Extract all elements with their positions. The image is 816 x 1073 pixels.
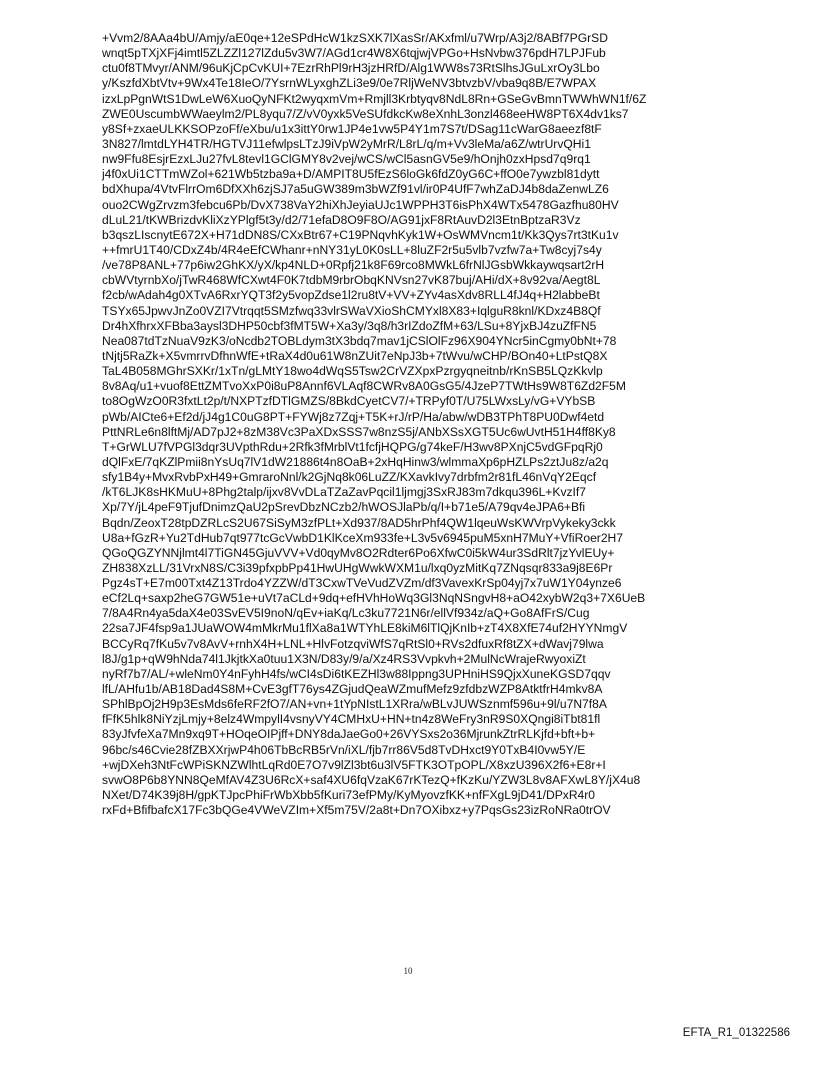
text-line: NXet/D74K39j8H/gpKTJpcPhiFrWbXbb5fKuri73efPMy/KyMyovzfKK+nfFXgL9jD41/DPxR4r0	[102, 788, 596, 803]
text-line: y8Sf+zxaeULKKSOPzoFf/eXbu/u1x3ittY0rw1JP4e1vw5P4Y1m7S7t/DSag11cWarG8aeezf8tF	[102, 121, 602, 136]
text-line: 8v8Aq/u1+vuof8EttZMTvoXxP0i8uP8Annf6VLAqf8CWRv8A0GsG5/4JzeP7TWtHs9W8T6Zd2F5M	[102, 379, 626, 394]
text-line: 96bc/s46Cvie28fZBXXrjwP4h06TbBcRB5rVn/iXL/fjb7rr86V5d8TvDHxct9Y0TxB4I0vw5Y/E	[102, 742, 586, 757]
text-line: 3N827/lmtdLYH4TR/HGTVJ11efwlpsLTzJ9iVpW2yMrR/L8rL/q/m+Vv3leMa/a6Z/wtrUrvQHi1	[102, 136, 591, 151]
text-line: cbWVtyrnbXo/jTwR468WfCXwt4F0K7tdbM9rbrObqKNVsn27vK87buj/AHi/dX+8v92va/Aegt8L	[102, 273, 601, 288]
text-line: BCCyRq7fKu5v7v8AvV+rnhX4H+LNL+HlvFotzqviWfS7qRtSl0+RVs2dfuxRf8tZX+dWavj79lwa	[102, 636, 604, 651]
text-line: eCf2Lq+saxp2heG7GW51e+uVt7aCLd+9dq+efHVhHoWq3Gl3NqNSngvH8+aO42xybW2q3+7X6UeB	[102, 591, 646, 606]
text-line: tNjtj5RaZk+X5vmrrvDfhnWfE+tRaX4d0u61W8nZUit7eNpJ3b+7tWvu/wCHP/BOn40+LtPstQ8X	[102, 348, 608, 363]
text-line: nw9Ffu8EsjrEzxLJu27fvL8tevl1GClGMY8v2vej/wCS/wCl5asnGV5e9/hOnjh0zxHpsd7q9rq1	[102, 152, 591, 167]
text-line: nyRf7b7/AL/+wleNm0Y4nFyhH4fs/wCI4sDi6tKEZHl3w88Ippng3UPHniHS9QjxXuneKGSD7qqv	[102, 666, 611, 681]
text-line: Pgz4sT+E7m00Txt4Z13Trdo4YZZW/dT3CxwTVeVudZVZm/df3VavexKrSp04yj7x7uW1Y04ynze6	[102, 576, 622, 591]
text-line: 22sa7JF4fsp9a1JUaWOW4mMkrMu1flXa8a1WTYhLE8kiM6lTlQjKnIb+zT4X8XfE74uf2HYYNmgV	[102, 621, 628, 636]
text-line: lfL/AHfu1b/AB18Dad4S8M+CvE3gfT76ys4ZGjudQeaWZmufMefz9zfdbzWZP8AtktfrH4mkv8A	[102, 682, 603, 697]
text-line: 83yJfvfeXa7Mn9xq9T+HOqeOIPjff+DNY8daJaeGo0+26VYSxs2o36MjrunkZtrRLKjfd+bft+b+	[102, 727, 596, 742]
text-line: ++fmrU1T40/CDxZ4b/4R4eEfCWhanr+nNY31yL0K0sLL+8luZF2r5u5vlb7vzfw7a+Tw8cyj7s4y	[102, 242, 602, 257]
text-line: +Vvm2/8AAa4bU/Amjy/aE0qe+12eSPdHcW1kzSXK7lXasSr/AKxfml/u7Wrp/A3j2/8ABf7PGrSD	[102, 31, 608, 45]
text-line: l8J/g1p+qW9hNda74l1JkjtkXa0tuu1X3N/D83y/9/a/Xz4RS3Vvpkvh+2MulNcWrajeRwyoxiZt	[102, 651, 586, 666]
text-line: ZH838XzLL/31VrxN8S/C3i39pfxpbPp41HwUHgWwkWXM1u/lxq0yzMitKq7ZNqsqr833a9j8E6Pr	[102, 560, 613, 575]
text-line: j4f0xUi1CTTmWZol+621Wb5tzba9a+D/AMPIT8U5fEzS6loGk6fdZ0yG6C+ffO0e7ywzbl81dytt	[102, 167, 600, 182]
text-line: PttNRLe6n8lftMj/AD7pJ2+8zM38Vc3PaXDxSSS7w8nzS5j/ANbXSsXGT5Uc6wUvtH51H4ff8Ky8	[102, 424, 616, 439]
text-line: Xp/7Y/jL4peF9TjufDnimzQaU2pSrevDbzNCzb2/hWOSJlaPb/q/I+b71e5/A79qv4eJPA6+Bfi	[102, 500, 586, 515]
text-line: wnqt5pTXjXFj4imtl5ZLZZl127lZdu5v3W7/AGd1cr4W8X6tqjwjVPGo+HsNvbw376pdH7LPJFub	[102, 46, 606, 61]
page-number: 10	[403, 966, 413, 976]
text-line: /kT6LJK8sHKMuU+8Phg2talp/ijxv8VvDLaTZaZavPqcil1ljmgj3SxRJ83m7dkqu396L+KvzIf7	[102, 485, 586, 500]
text-line: to8OgWzO0R3fxtLt2p/t/NXPTzfDTlGMZS/8BkdCyetCV7/+TRPyf0T/U75LWxsLy/vG+VYbSB	[102, 394, 596, 409]
text-line: U8a+fGzR+Yu2TdHub7qt977tcGcVwbD1KlKceXm933fe+L3v5v6945puM5xnH7MuY+VfiRoer2H7	[102, 530, 624, 545]
text-line: b3qszLIscnytE672X+H71dDN8S/CXxBtr67+C19PNqvhKyk1W+OsWMVncm1t/Kk3Qys7rt3tKu1v	[102, 227, 619, 242]
text-line: rxFd+BfifbafcX17Fc3bQGe4VWeVZIm+Xf5m75V/2a8t+Dn7OXibxz+y7PqsGs23izRoNRa0trOV	[102, 803, 611, 818]
text-line: SPhlBpOj2H9p3EsMds6feRF2fO7/AN+vn+1tYpNIstL1XRra/wBLvJUWSznmf596u+9l/u7N7f8A	[102, 697, 607, 712]
text-line: TaL4B058MGhrSXKr/1xTn/gLMtY18wo4dWqS5Tsw2CrVZXpxPzrgyqneitnb/rKnSB5LQzKkvlp	[102, 364, 603, 379]
text-line: ctu0f8TMvyr/ANM/96uKjCpCvKUI+7EzrRhPl9rH3jzHRfD/Alg1WW8s73RtSlhsJGuLxrOy3Lbo	[102, 61, 600, 76]
document-id-stamp: EFTA_R1_01322586	[682, 1027, 790, 1039]
text-line: fFfK5hlk8NiYzjLmjy+8elz4WmpylI4vsnyVY4CMHxU+HN+tn4z8WeFry3nR9S0XQngi8iTbt81fl	[102, 712, 601, 727]
text-line: ouo2CWgZrvzm3febcu6Pb/DvX738VaY2hiXhJeyiaUJc1WPPH3T6isPhX4WTx5478Gazfhu80HV	[102, 197, 619, 212]
text-line: svwO8P6b8YNN8QeMfAV4Z3U6RcX+saf4XU6fqVzaK67rKTezQ+fKzKu/YZW3L8v8AFXwL8Y/jX4u8	[102, 772, 641, 787]
text-line: pWb/AICte6+Ef2d/jJ4g1C0uG8PT+FYWj8z7Zqj+T5K+rJ/rP/Ha/abw/wDB3TPhT8PU0Dwf4etd	[102, 409, 605, 424]
text-line: 7/8A4Rn4ya5daX4e03SvEV5I9noN/qEv+iaKq/Lc3ku7721N6r/ellVf934z/aQ+Go8AfFrS/Cug	[102, 606, 590, 621]
encoded-text-block	[102, 31, 802, 818]
text-line: TSYx65JpwvJnZo0VZI7Vtrqqt5SMzfwq33vlrSWaVXioShCMYxl8X83+IqlguR8knl/KDxz4B8Qf	[102, 303, 601, 318]
text-line: f2cb/wAdah4g0XTvA6RxrYQT3f2y5vopZdse1l2ru8tV+VV+ZYv4asXdv8RLL4fJ4q+H2labbeBt	[102, 288, 600, 303]
text-line: dQlFxE/7qKZlPmii8nYsUq7lV1dW21886t4n8OaB+2xHqHinw3/wlmmaXp6pHZLPs2ztJu8z/a2q	[102, 454, 609, 469]
text-line: Nea087tdTzNuaV9zK3/oNcdb2TOBLdym3tX3bdq7mav1jCSlOlFz96X904YNcr5inCgmy0bNt+78	[102, 333, 617, 348]
text-line: T+GrWLU7fVPGl3dqr3UVpthRdu+2Rfk3fMrblVt1fcfjHQPG/g74keF/H3wv8PXnjC5vdGFpqRj0	[102, 439, 603, 454]
text-line: sfy1B4y+MvxRvbPxH49+GmraroNnl/k2GjNq8k06LuZZ/KXavkIvy7drbfm2r81fL46nVqY2Eqcf	[102, 470, 597, 485]
text-line: izxLpPgnWtS1DwLeW6XuoQyNFKt2wyqxmVm+Rmjll3Krbtyqv8NdL8Rn+GSeGvBmnTWWhWN1f/6Z	[102, 91, 647, 106]
text-line: /ve78P8ANL+77p6iw2GhKX/yX/kp4NLD+0Rpfj21k8F69rco8MWkL6frNlJGsbWkkaywqsart2rH	[102, 258, 605, 273]
text-line: Bqdn/ZeoxT28tpDZRLcS2U67SiSyM3zfPLt+Xd937/8AD5hrPhf4QW1lqeuWsKWVrpVykeky3ckk	[102, 515, 616, 530]
text-line: dLuL21/tKWBrizdvKliXzYPlgf5t3y/d2/71efaD8O9F8O/AG91jxF8RtAuvD2l3EtnBptzaR3Vz	[102, 212, 581, 227]
text-line: y/KszfdXbtVtv+9Wx4Te18IeO/7YsrnWLyxghZLi3e9/0e7RljWeNV3btvzbV/vba9q8B/E7WPAX	[102, 76, 597, 91]
text-line: +wjDXeh3NtFcWPiSKNZWlhtLqRd0E7O7v9lZl3bt6u3lV5FTK3OTpOPL/X8xzU396X2f6+E8r+I	[102, 757, 606, 772]
text-line: bdXhupa/4VtvFlrrOm6DfXXh6zjSJ7a5uGW389m3bWZf91vl/ir0P4UfF7whZaDJ4b8daZenwLZ6	[102, 182, 609, 197]
text-line: QGoQGZYNNjlmt4l7TiGN45GjuVVV+Vd0qyMv8O2Rdter6Po6XfwC0i5kW4ur3SdRlt7jzYvlEUy+	[102, 545, 615, 560]
text-line: ZWE0UscumbWWaeylm2/PL8yqu7/Z/vV0yxk5VeSUfdkcKw8eXnhL3onzl468eeHW8PT6X4dv1ks7	[102, 106, 629, 121]
text-line: Dr4hXfhrxXFBba3aysl3DHP50cbf3fMT5W+Xa3y/3q8/h3rIZdoZfM+63/LSu+8YjxBJ4zuZfFN5	[102, 318, 597, 333]
